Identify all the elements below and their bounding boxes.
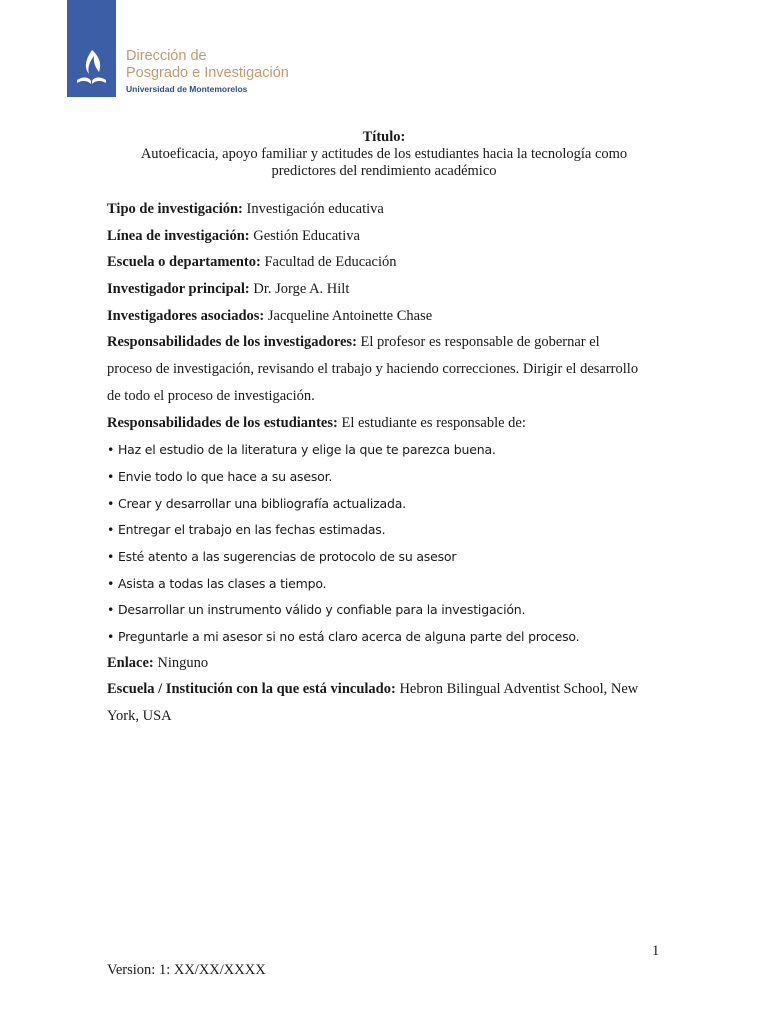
field-enlace xyxy=(107,655,667,682)
field-label: Escuela o departamento: xyxy=(107,254,261,271)
list-item: • Envie todo lo que hace a su asesor. xyxy=(107,468,333,484)
flame-book-icon xyxy=(67,0,116,97)
brand-line-1: Dirección de xyxy=(126,48,207,64)
field-label: Investigadores asociados: xyxy=(107,307,265,324)
field-principal xyxy=(107,281,667,308)
field-label: Línea de investigación: xyxy=(107,227,250,244)
document-body xyxy=(107,201,667,735)
brand-text xyxy=(126,48,289,94)
document-title xyxy=(100,129,668,180)
list-item: • Entregar el trabajo en las fechas estimadas. xyxy=(107,522,386,538)
field-value: Facultad de Educación xyxy=(260,254,397,271)
page-number: 1 xyxy=(652,943,660,959)
field-asociados xyxy=(107,308,667,335)
field-label: Tipo de investigación: xyxy=(107,201,243,217)
field-institucion xyxy=(107,681,667,708)
field-value: Investigación educativa xyxy=(242,201,384,217)
field-continuation: proceso de investigación, revisando el trabajo y haciendo correcciones. Dirigir el desarrollo xyxy=(107,361,639,378)
field-value: Jacqueline Antoinette Chase xyxy=(264,307,433,324)
field-value: Gestión Educativa xyxy=(249,227,360,244)
brand-line-3: Universidad de Montemorelos xyxy=(126,84,248,94)
field-continuation: York, USA xyxy=(107,708,172,725)
field-value: El profesor es responsable de gobernar el xyxy=(356,334,600,351)
title-line-2: predictores del rendimiento académico xyxy=(271,163,497,179)
field-label: Responsabilidades de los investigadores: xyxy=(107,334,357,351)
field-value: Ninguno xyxy=(153,654,209,671)
list-item: • Haz el estudio de la literatura y elige la que te parezca buena. xyxy=(107,442,496,458)
list-item: • Desarrollar un instrumento válido y confiable para la investigación. xyxy=(107,602,526,618)
field-label: Escuela / Institución con la que está vinculado: xyxy=(107,681,396,698)
field-label: Enlace: xyxy=(107,654,154,671)
title-line-1: Autoeficacia, apoyo familiar y actitudes de los estudiantes hacia la tecnología como xyxy=(140,146,628,162)
field-value: Dr. Jorge A. Hilt xyxy=(249,281,350,298)
field-escuela xyxy=(107,254,667,281)
field-linea xyxy=(107,228,667,255)
field-resp-estudiantes xyxy=(107,415,667,442)
list-item: • Esté atento a las sugerencias de protocolo de su asesor xyxy=(107,548,457,564)
brand-line-2: Posgrado e Investigación xyxy=(126,65,289,81)
field-label: Responsabilidades de los estudiantes: xyxy=(107,414,338,431)
field-continuation: de todo el proceso de investigación. xyxy=(107,387,315,404)
field-value: El estudiante es responsable de: xyxy=(337,414,526,431)
field-value: Hebron Bilingual Adventist School, New xyxy=(395,681,639,698)
title-label: Título: xyxy=(362,129,406,145)
field-label: Investigador principal: xyxy=(107,281,250,298)
list-item: • Asista a todas las clases a tiempo. xyxy=(107,575,327,591)
field-tipo xyxy=(107,201,667,228)
list-item: • Crear y desarrollar una bibliografía actualizada. xyxy=(107,495,406,511)
version-footer: Version: 1: XX/XX/XXXX xyxy=(107,962,266,978)
university-logo xyxy=(67,0,116,97)
field-resp-investigadores xyxy=(107,334,667,361)
list-item: • Preguntarle a mi asesor si no está claro acerca de alguna parte del proceso. xyxy=(107,629,580,644)
